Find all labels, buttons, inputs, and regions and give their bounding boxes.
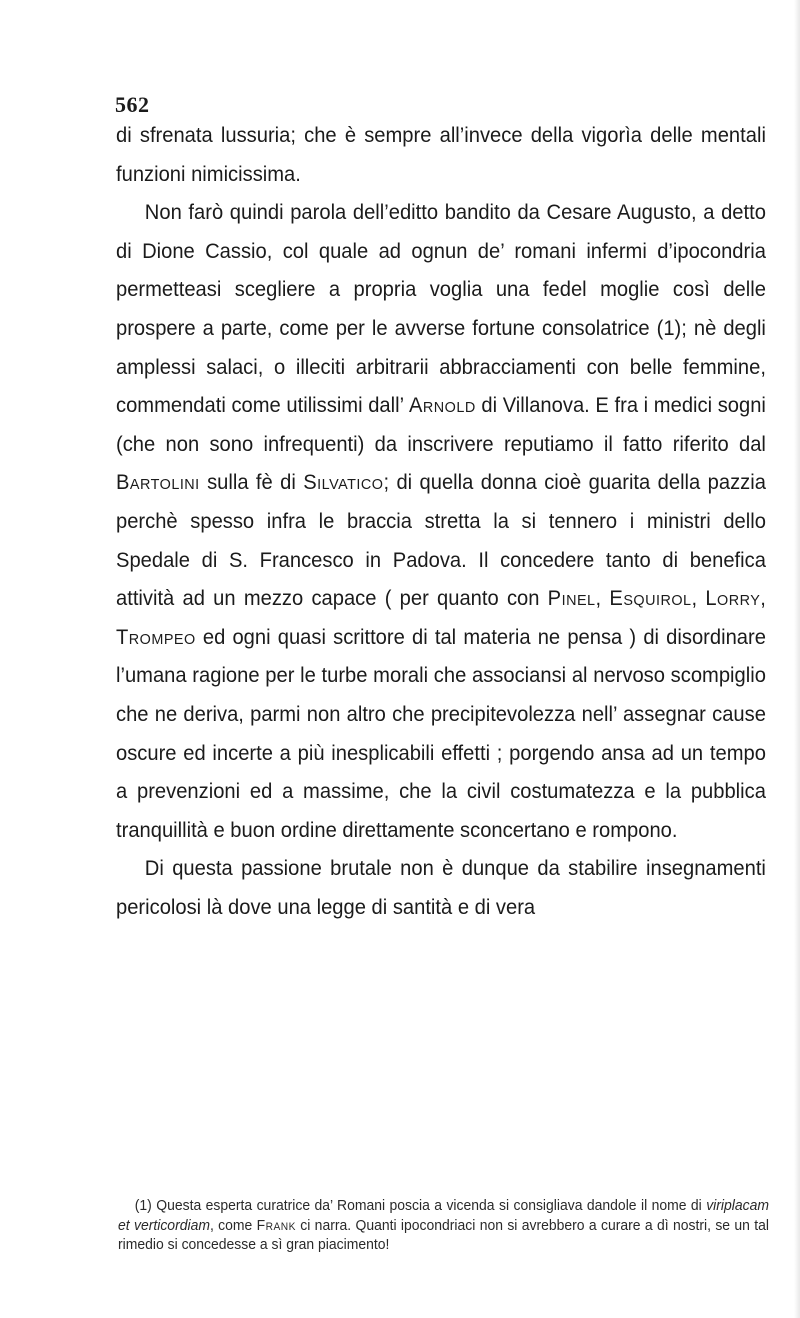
text-run: ci narra. Quanti ipocondriaci non si avrebbero a curare a dì nostri, se un tal rimedio si concedesse a sì gran piacimento! (118, 1216, 769, 1253)
text-run: , come (209, 1216, 257, 1234)
text-run: ; di quella donna cioè guarita della pazzia perchè spesso infra le braccia stretta la si tennero i ministri dello Spedale di S. Francesco in Padova. Il concedere tanto di benefica attività ad un mezzo capace ( per quanto con (116, 471, 766, 611)
footnote (118, 1196, 769, 1255)
paragraph-editto (116, 194, 766, 850)
text-run: Questa esperta curatrice da’ Romani poscia a vicenda si consigliava dandole il nome di (151, 1197, 707, 1214)
page-number: 562 (115, 92, 150, 117)
paragraph-passione: Di questa passione brutale non è dunque da stabilire insegnamenti pericolosi là dove una legge di santità e di vera (116, 857, 766, 919)
footnote-marker: (1) (134, 1197, 152, 1214)
latin-phrase: viriplacam et verticordiam (118, 1197, 769, 1234)
author-name-bartolini: Bartolini (116, 471, 200, 495)
author-name-esquirol: Esquirol (609, 587, 692, 611)
author-name-pinel: Pinel (547, 587, 596, 611)
text-run: , (691, 587, 706, 611)
page-edge-shadow (794, 0, 800, 1318)
text-run: di Villanova. E fra i medici sogni (che non sono infrequenti) da inscrivere reputiamo il fatto riferito dal (116, 394, 766, 456)
text-run: sulla fè di (199, 471, 304, 495)
author-name-arnold: Arnold (408, 394, 476, 418)
author-name-lorry: Lorry (705, 587, 761, 611)
text-run: Non farò quindi parola dell’editto bandito da Cesare Augusto, a detto di Dione Cassio, col quale ad ognun de’ romani infermi d’ipocondria permetteasi scegliere a propria voglia una fedel moglie così delle prospere a parte, come per le avverse fortune consolatrice (1); nè degli amplessi salaci, o illeciti arbitrarii abbracciamenti con belle femmine, commendati come utilissimi dall’ (116, 201, 766, 418)
author-name-frank: Frank (256, 1216, 296, 1234)
author-name-trompeo: Trompeo (116, 625, 196, 649)
body-text (116, 117, 766, 927)
paragraph-continued: di sfrenata lussuria; che è sempre all’invece della vigorìa delle mentali funzioni nimicissima. (116, 124, 766, 186)
author-name-silvatico: Silvatico (303, 471, 384, 495)
text-run: , (595, 587, 610, 611)
text-run: , (760, 587, 766, 611)
text-run: ed ogni quasi scrittore di tal materia ne pensa ) di disordinare l’umana ragione per le turbe morali che associansi al nervoso scompiglio che ne deriva, parmi non altro che precipitevolezza nell’ assegnar cause oscure ed incerte a più inesplicabili effetti ; porgendo ansa ad un tempo a prevenzioni ed a massime, che la civil costumatezza e la pubblica tranquillità e buon ordine direttamente sconcertano e rompono. (116, 625, 766, 842)
